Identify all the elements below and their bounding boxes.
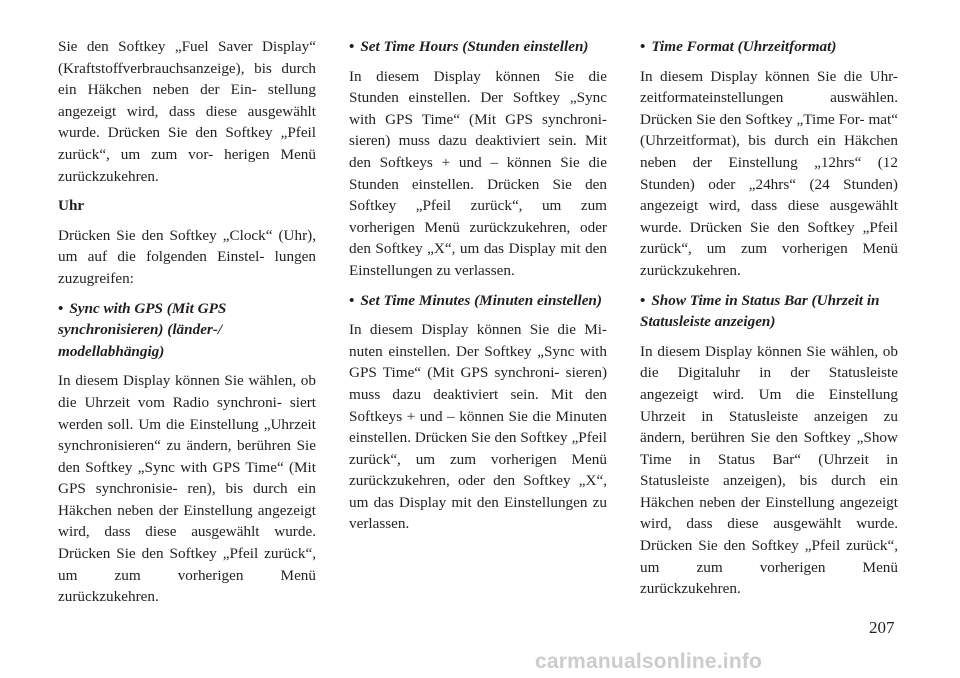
bullet-icon: •	[349, 291, 355, 309]
paragraph-set-hours: In diesem Display können Sie die Stunden einstellen. Der Softkey „Sync with GPS Time“ (Mit GPS synchroni- sieren) muss dazu deaktiviert sein. Mit den Softkeys + und – können Sie die Stunden einstellen. Drücken Sie den Softkey „Pfeil zurück“, um zum vorherigen Menü zurückzukehren, oder den Softkey „X“, um das Display mit den Einstellungen zu verlassen.	[349, 67, 607, 279]
bullet-icon: •	[640, 38, 646, 55]
bullet-icon: •	[640, 291, 646, 309]
paragraph-set-minutes: In diesem Display können Sie die Mi- nuten einstellen. Der Softkey „Sync with GPS Time“ (Mit GPS synchroni- sieren) muss dazu deaktiviert sein. Mit den Softkeys + und – können Sie die Minuten einstellen. Drücken Sie den Softkey „Pfeil zurück“, um zum vorherigen Menü zurückzukehren, oder den Softkey „X“, um das Display mit den Einstellungen zu verlassen.	[349, 321, 607, 533]
section-heading-uhr: Uhr	[58, 197, 85, 215]
bullet-heading-status-bar	[640, 290, 898, 333]
paragraph-fuel-saver: Sie den Softkey „Fuel Saver Display“ (Kraftstoffverbrauchsanzeige), bis durch ein Häkchen neben der Ein- stellung angezeigt wird, dass diese ausgewählt wurde. Drücken Sie den Softkey „Pfeil zurück“, um zum vor- herigen Menü zurückzukehren.	[58, 38, 316, 185]
bullet-title: Show Time in Status Bar (Uhrzeit in Statusleiste anzeigen)	[640, 291, 880, 331]
bullet-heading-sync-gps	[58, 298, 316, 363]
paragraph-sync-gps: In diesem Display können Sie wählen, ob die Uhrzeit vom Radio synchroni- siert werden soll. Um die Einstellung „Uhrzeit synchronisieren“ zu ändern, berühren Sie den Softkey „Sync with GPS Time“ (Mit GPS synchronisie- ren), bis durch ein Häkchen neben der Einstellung angezeigt wird, dass diese ausgewählt wurde. Drücken Sie den Softkey „Pfeil zurück“, um zum vorherigen Menü zurückzukehren.	[58, 372, 316, 606]
bullet-icon: •	[58, 299, 64, 317]
paragraph-time-format: In diesem Display können Sie die Uhr- zeitformateinstellungen auswählen. Drücken Sie den Softkey „Time For- mat“ (Uhrzeitformat), bis durch ein Häkchen neben der Einstellung „12hrs“ (12 Stunden) oder „24hrs“ (24 Stunden) angezeigt wird, dass diese ausgewählt wurde. Drücken Sie den Softkey „Pfeil zurück“, um zum vorherigen Menü zurückzukehren.	[640, 67, 898, 279]
watermark: carmanualsonline.info	[535, 650, 763, 673]
column-right	[640, 36, 898, 608]
bullet-title: Set Time Hours (Stunden einstellen)	[360, 38, 589, 55]
paragraph-clock-intro: Drücken Sie den Softkey „Clock“ (Uhr), um auf die folgenden Einstel- lungen zuzugreifen:	[58, 226, 316, 287]
bullet-title: Sync with GPS (Mit GPS synchronisieren) (länder-/ modellabhängig)	[58, 299, 227, 360]
bullet-title: Time Format (Uhrzeitformat)	[651, 38, 837, 55]
page-number: 207	[869, 618, 895, 637]
bullet-title: Set Time Minutes (Minuten einstellen)	[360, 291, 602, 309]
bullet-heading-set-hours	[349, 36, 607, 58]
paragraph-status-bar: In diesem Display können Sie wählen, ob die Digitaluhr in der Statusleiste angezeigt wird. Um die Einstellung Uhrzeit in Statusleiste anzeigen zu ändern, berühren Sie den Softkey „Show Time in Status Bar“ (Uhrzeit in Statusleiste anzeigen), bis durch ein Häkchen neben der Einstellung angezeigt wird, dass diese ausgewählt wurde. Drücken Sie den Softkey „Pfeil zurück“, um zum vorherigen Menü zurückzukehren.	[640, 342, 898, 598]
bullet-heading-time-format	[640, 36, 898, 58]
column-left	[58, 36, 316, 616]
bullet-heading-set-minutes	[349, 290, 607, 312]
column-middle	[349, 36, 607, 543]
bullet-icon: •	[349, 38, 355, 55]
